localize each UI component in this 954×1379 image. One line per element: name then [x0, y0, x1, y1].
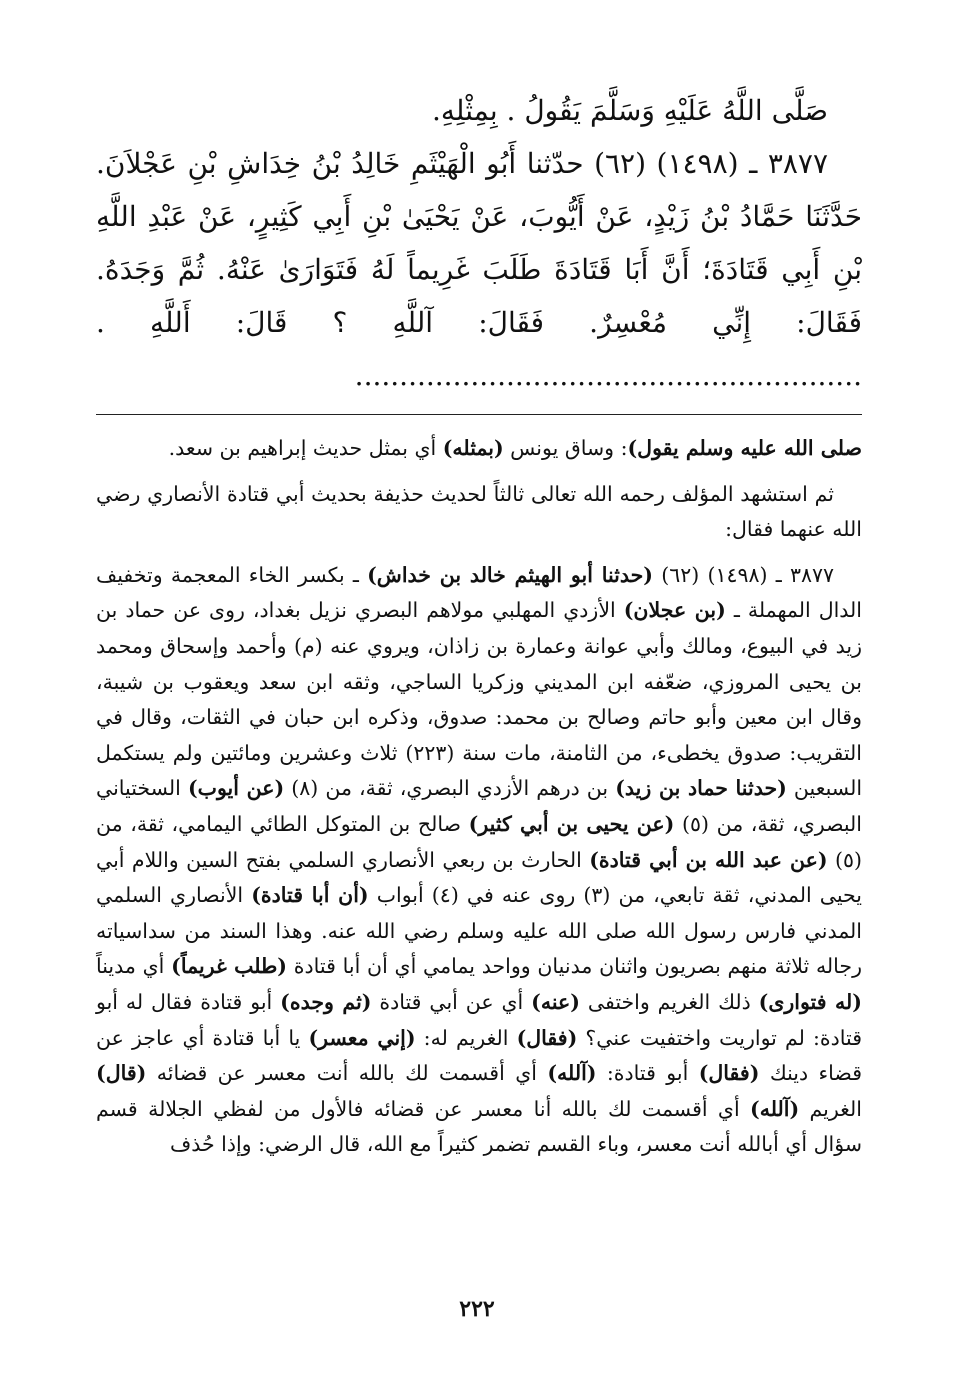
- page-number: ٢٢٢: [459, 1296, 495, 1322]
- bold-phrase: (فقال): [516, 1025, 578, 1050]
- bold-phrase: (إني معسر): [308, 1025, 416, 1050]
- hadith-line-1: صَلَّى اللَّهُ عَلَيْهِ وَسَلَّمَ يَقُولُ . بِمِثْلِهِ.: [432, 94, 828, 127]
- bold-phrase: (عن يحيى بن أبي كثير): [468, 811, 675, 836]
- bold-phrase: (فقال): [698, 1061, 760, 1086]
- bold-phrase: (أن أبا قتادة): [251, 883, 369, 908]
- bold-phrase: (عنه): [531, 989, 580, 1014]
- book-page: [96, 84, 862, 1314]
- commentary-paragraph-3: ٣٨٧٧ ـ (١٤٩٨) (٦٢) (حدثنا أبو الهيثم خالد بن خداش) ـ بكسر الخاء المعجمة وتخفيف الدال المهملة ـ (بن عجلان) الأزدي المهلبي مولاهم البصري نزيل بغداد، روى عن حماد بن زيد في البيوع، ومالك وأبي عوانة وعمارة بن زاذان، ويروي عنه (م) وأحمد وإسحاق ومحمد بن يحيى المروزي، ضعّفه ابن المديني وزكريا الساجي، وثقه ابن سعد ويعقوب بن شيبة، وقال ابن معين وأبو حاتم وصالح بن محمد: صدوق، وذكره ابن حبان في الثقات، وقال في التقريب: صدوق يخطىء، من الثامنة، مات سنة (٢٢٣) ثلاث وعشرين ومائتين ولم يستكمل السبعين (حدثنا حماد بن زيد) بن درهم الأزدي البصري، ثقة، من (٨) (عن أيوب) السختياني البصري، ثقة، من (٥) (عن يحيى بن أبي كثير) صالح بن المتوكل الطائي اليمامي، ثقة، من (٥) (عن عبد الله بن أبي قتادة) الحارث بن ربعي الأنصاري السلمي بفتح السين واللام أبي يحيى المدني، ثقة تابعي، من (٣) روى عنه في (٤) أبواب (أن أبا قتادة) الأنصاري السلمي المدني فارس رسول الله صلى الله عليه وسلم رضي الله عنه. وهذا السند من سداسياته رجاله ثلاثة منهم بصريون واثنان مدنيان وواحد يمامي أي أن أبا قتادة (طلب غريماً) أي مديناً (له فتوارى) ذلك الغريم واختفى (عنه) أي عن أبي قتادة (ثم وجده) أبو قتادة فقال له أبو قتادة: لم تواريت واختفيت عني؟ (فقال) الغريم له: (إني معسر) يا أبا قتادة أي عاجز عن قضاء دينك (فقال) أبو قتادة: (آلله) أي أقسمت لك بالله أنت معسر عن قضائه (قال) الغريم (آلله) أي أقسمت لك بالله أنا معسر عن قضائه فالأول من لفظي الجلالة قسم سؤال أي أبالله أنت معسر، وباء القسم تضمر كثيراً مع الله، قال الرضي: وإذا حُذف: [96, 562, 863, 1157]
- ellipsis-dots: .........................................................: [354, 359, 862, 392]
- hadith-text: ٣٨٧٧ ـ (١٤٩٨) (٦٢) حدّثنا أَبُو الْهَيْثَمِ خَالِدُ بْنُ خِدَاشِ بْنِ عَجْلاَنَ. حَدَّثَنَا حَمَّادُ بْنُ زَيْدٍ، عَنْ أَيُّوبَ، عَنْ يَحْيَىٰ بْنِ أَبِي كَثِيرٍ، عَنْ عَبْدِ اللَّهِ بْنِ أَبِي قَتَادَةَ؛ أَنَّ أَبَا قَتَادَةَ طَلَبَ غَرِيماً لَهُ فَتَوَارَىٰ عَنْهُ. ثُمَّ وَجَدَهُ. فَقَالَ: إِنِّي مُعْسِرٌ. فَقَالَ: آللَّهِ ؟ قَالَ: أَللَّهِ .: [96, 147, 862, 339]
- bold-phrase: (آلله): [547, 1061, 597, 1086]
- hadith-paragraph-3877: [96, 137, 862, 402]
- bold-phrase: (آلله): [750, 1096, 800, 1121]
- hadith-text-block: [96, 84, 862, 402]
- commentary-paragraph-1: صلى الله عليه وسلم يقول): وساق يونس (بمثله) أي بمثل حديث إبراهيم بن سعد.: [168, 436, 862, 460]
- bold-phrase: (له فتوارى): [758, 989, 862, 1014]
- bold-phrase: (قال): [96, 1061, 147, 1086]
- bold-phrase: (ثم وجده): [280, 989, 372, 1014]
- commentary-paragraph-2: ثم استشهد المؤلف رحمه الله تعالى ثالثاً لحديث حذيفة بحديث أبي قتادة الأنصاري رضي الله عنهما فقال:: [96, 481, 862, 542]
- bold-phrase: (عن أيوب): [187, 776, 285, 801]
- bold-phrase: (بن عجلان): [623, 598, 726, 623]
- commentary-block: [96, 431, 862, 1163]
- footnote-separator-line: [96, 414, 862, 415]
- bold-phrase: (عن عبد الله بن أبي قتادة): [589, 847, 828, 872]
- bold-phrase: (طلب غريماً): [171, 954, 288, 979]
- bold-phrase: (حدثنا أبو الهيثم خالد بن خداش): [367, 562, 654, 587]
- bold-phrase: (حدثنا حماد بن زيد): [615, 776, 787, 801]
- bold-phrase: (بمثله): [442, 436, 504, 460]
- bold-phrase: صلى الله عليه وسلم يقول): [627, 436, 862, 460]
